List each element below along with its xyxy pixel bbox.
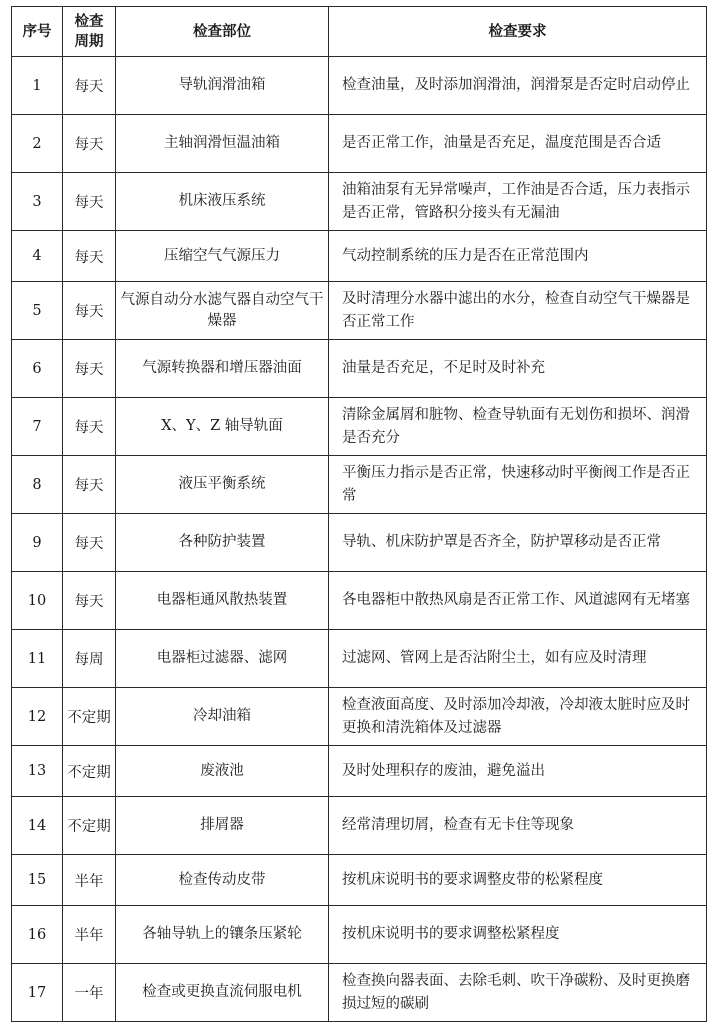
row-requirement: 及时清理分水器中滤出的水分，检查自动空气干燥器是否正常工作	[329, 282, 707, 340]
header-row	[12, 7, 707, 57]
row-location: 气源自动分水滤气器自动空气干燥器	[116, 282, 329, 340]
row-location: 排屑器	[116, 797, 329, 855]
inspection-table	[11, 6, 707, 1022]
row-period: 每天	[63, 572, 116, 630]
table-row	[12, 456, 707, 514]
row-index: 11	[12, 630, 63, 688]
row-period: 不定期	[63, 746, 116, 797]
row-index: 7	[12, 398, 63, 456]
row-location: 电器柜通风散热装置	[116, 572, 329, 630]
row-period: 不定期	[63, 688, 116, 746]
row-requirement: 各电器柜中散热风扇是否正常工作、风道滤网有无堵塞	[329, 572, 707, 630]
row-requirement: 油量是否充足，不足时及时补充	[329, 340, 707, 398]
row-location: 导轨润滑油箱	[116, 57, 329, 115]
row-requirement: 是否正常工作，油量是否充足，温度范围是否合适	[329, 115, 707, 173]
table-row	[12, 340, 707, 398]
row-requirement: 过滤网、管网上是否沾附尘土，如有应及时清理	[329, 630, 707, 688]
row-period: 每天	[63, 115, 116, 173]
row-location: 电器柜过滤器、滤网	[116, 630, 329, 688]
row-index: 4	[12, 231, 63, 282]
row-period: 每天	[63, 173, 116, 231]
row-index: 8	[12, 456, 63, 514]
row-index: 15	[12, 855, 63, 906]
row-location: X、Y、Z 轴导轨面	[116, 398, 329, 456]
table-row	[12, 906, 707, 964]
row-requirement: 按机床说明书的要求调整松紧程度	[329, 906, 707, 964]
table-row	[12, 173, 707, 231]
header-location: 检查部位	[116, 7, 329, 57]
row-location: 检查或更换直流伺服电机	[116, 964, 329, 1022]
table-row	[12, 572, 707, 630]
table-row	[12, 797, 707, 855]
table-row	[12, 855, 707, 906]
row-requirement: 经常清理切屑，检查有无卡住等现象	[329, 797, 707, 855]
row-location: 压缩空气气源压力	[116, 231, 329, 282]
row-index: 16	[12, 906, 63, 964]
table-row	[12, 630, 707, 688]
row-index: 9	[12, 514, 63, 572]
row-requirement: 检查油量，及时添加润滑油，润滑泵是否定时启动停止	[329, 57, 707, 115]
row-index: 1	[12, 57, 63, 115]
row-index: 3	[12, 173, 63, 231]
row-period: 每天	[63, 57, 116, 115]
header-requirement: 检查要求	[329, 7, 707, 57]
row-requirement: 导轨、机床防护罩是否齐全，防护罩移动是否正常	[329, 514, 707, 572]
row-period: 不定期	[63, 797, 116, 855]
table-row	[12, 688, 707, 746]
row-index: 2	[12, 115, 63, 173]
row-requirement: 及时处理积存的废油，避免溢出	[329, 746, 707, 797]
row-period: 每天	[63, 456, 116, 514]
table-row	[12, 514, 707, 572]
table-row	[12, 115, 707, 173]
row-requirement: 检查换向器表面、去除毛刺、吹干净碳粉、及时更换磨损过短的碳刷	[329, 964, 707, 1022]
table-row	[12, 398, 707, 456]
row-period: 每天	[63, 282, 116, 340]
row-location: 主轴润滑恒温油箱	[116, 115, 329, 173]
table-row	[12, 746, 707, 797]
row-requirement: 按机床说明书的要求调整皮带的松紧程度	[329, 855, 707, 906]
table-row	[12, 57, 707, 115]
header-period: 检查周期	[63, 7, 116, 57]
row-index: 10	[12, 572, 63, 630]
row-requirement: 平衡压力指示是否正常，快速移动时平衡阀工作是否正常	[329, 456, 707, 514]
row-requirement: 油箱油泵有无异常噪声，工作油是否合适，压力表指示是否正常，管路积分接头有无漏油	[329, 173, 707, 231]
row-index: 13	[12, 746, 63, 797]
row-location: 机床液压系统	[116, 173, 329, 231]
row-period: 一年	[63, 964, 116, 1022]
row-index: 17	[12, 964, 63, 1022]
row-requirement: 检查液面高度、及时添加冷却液，冷却液太脏时应及时更换和清洗箱体及过滤器	[329, 688, 707, 746]
row-location: 废液池	[116, 746, 329, 797]
table-row	[12, 282, 707, 340]
row-location: 各轴导轨上的镶条压紧轮	[116, 906, 329, 964]
row-location: 液压平衡系统	[116, 456, 329, 514]
row-period: 每天	[63, 231, 116, 282]
table-row	[12, 964, 707, 1022]
row-location: 检查传动皮带	[116, 855, 329, 906]
row-index: 6	[12, 340, 63, 398]
row-index: 5	[12, 282, 63, 340]
row-period: 每周	[63, 630, 116, 688]
row-index: 14	[12, 797, 63, 855]
row-period: 半年	[63, 855, 116, 906]
row-requirement: 清除金属屑和脏物、检查导轨面有无划伤和损坏、润滑是否充分	[329, 398, 707, 456]
row-index: 12	[12, 688, 63, 746]
header-index: 序号	[12, 7, 63, 57]
row-period: 半年	[63, 906, 116, 964]
row-location: 气源转换器和增压器油面	[116, 340, 329, 398]
row-location: 各种防护装置	[116, 514, 329, 572]
row-requirement: 气动控制系统的压力是否在正常范围内	[329, 231, 707, 282]
row-period: 每天	[63, 398, 116, 456]
row-location: 冷却油箱	[116, 688, 329, 746]
row-period: 每天	[63, 340, 116, 398]
row-period: 每天	[63, 514, 116, 572]
table-row	[12, 231, 707, 282]
